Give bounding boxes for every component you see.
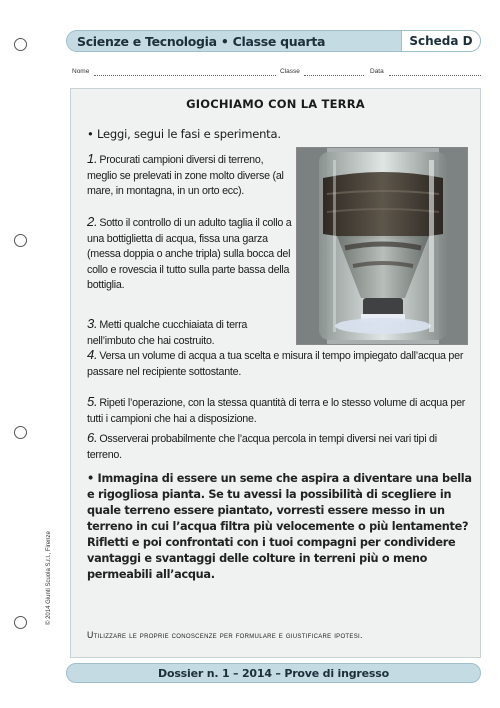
reflect-text: Rifletti e poi confrontati con i tuoi compagni per condividere vantaggi e svantaggi delle colture in terreni più o meno permeabili all’acqua. [87,536,456,581]
classe-field[interactable] [304,75,364,76]
data-label: Data [370,68,384,75]
bottle-experiment-photo [296,147,468,345]
data-field[interactable] [389,75,481,76]
nome-field[interactable] [94,75,276,76]
worksheet-title: GIOCHIAMO CON LA TERRA [186,97,365,111]
scheda-label: Scheda D [401,30,481,52]
header-bar [66,30,481,52]
step-1: 1. Procurati campioni diversi di terreno, meglio se prelevati in zone molto diverse (al mare, in montagna, in un orto ecc). [87,151,284,198]
copyright-text: © 2014 Giunti Scuola S.r.l., Firenze [46,531,52,625]
step-2: 2. Sotto il controllo di un adulto taglia il collo a una bottiglietta di acqua, fissa una garza (messa doppia o anche tripla) sulla bocca del collo e rovescia il tutto sulla parte bassa della bottiglia. [87,214,292,292]
binder-hole [14,616,27,629]
worksheet-panel [70,88,481,658]
binder-hole [14,234,27,247]
step-6: 6. Osserverai probabilmente che l’acqua percola in tempi diversi nei vari tipi di terreno. [87,430,437,461]
nome-label: Nome [72,68,90,75]
binder-hole [14,426,27,439]
objective-note: Utilizzare le proprie conoscenze per formulare e giustificare ipotesi. [87,630,363,640]
binder-hole [14,38,27,51]
step-4: 4. Versa un volume di acqua a tua scelta e misura il tempo impiegato dall’acqua per passare nel recipiente sottostante. [87,347,464,378]
imagine-question: • Immagina di essere un seme che aspira a diventare una bella e rigogliosa pianta. Se tu avessi la possibilità di scegliere in quale terreno essere piantato, vorresti essere messo in un terreno in cui l’acqua filtra più velocemente o più lentamente? [87,472,472,533]
footer-bar [66,663,481,683]
bottle-illustration [297,148,468,345]
instruction: • Leggi, segui le fasi e sperimenta. [87,127,281,141]
header-title: Scienze e Tecnologia • Classe quarta [77,34,326,49]
classe-label: Classe [280,68,300,75]
student-info-line [72,68,482,80]
dossier-label: Dossier n. 1 – 2014 – Prove di ingresso [158,667,389,680]
step-3: 3. Metti qualche cucchiaiata di terra nell’imbuto che hai costruito. [87,316,248,347]
step-5: 5. Ripeti l’operazione, con la stessa quantità di terra e lo stesso volume di acqua per tutti i campioni che hai a disposizione. [87,394,466,425]
imagine-prompt [87,471,472,583]
